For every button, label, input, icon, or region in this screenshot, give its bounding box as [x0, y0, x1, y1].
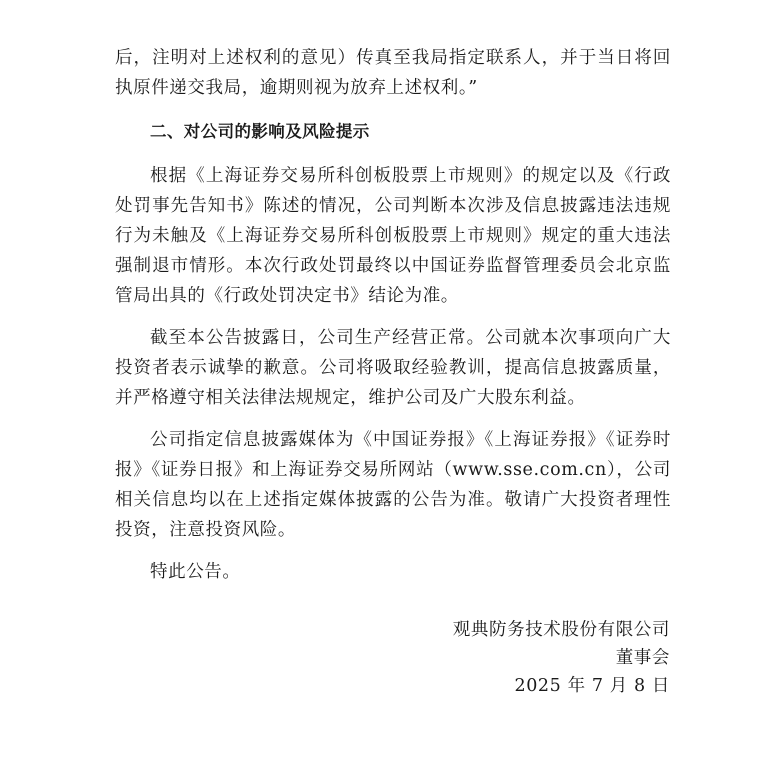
signature-company: 观典防务技术股份有限公司 — [452, 620, 670, 640]
signature-date: 2025 年 7 月 8 日 — [514, 676, 670, 696]
paragraph-media: 公司指定信息披露媒体为《中国证券报》《上海证券报》《证券时报》《证券日报》和上海证券交易所网站（www.sse.com.cn），公司相关信息均以在上述指定媒体披露的公告为准。敬请广大投资者理性投资，注意投资风险。 — [115, 430, 671, 540]
signature-board: 董事会 — [615, 648, 670, 668]
paragraph-impact: 根据《上海证券交易所科创板股票上市规则》的规定以及《行政处罚事先告知书》陈述的情况，公司判断本次涉及信息披露违法违规行为未触及《上海证券交易所科创板股票上市规则》规定的重大违法强制退市情形。本次行政处罚最终以中国证券监督管理委员会北京监管局出具的《行政处罚决定书》结论为准。 — [115, 166, 671, 306]
paragraph-operations: 截至本公告披露日，公司生产经营正常。公司就本次事项向广大投资者表示诚挚的歉意。公司将吸取经验教训，提高信息披露质量，并严格遵守相关法律法规规定，维护公司及广大股东利益。 — [115, 328, 671, 408]
paragraph-continuation: 后，注明对上述权利的意见）传真至我局指定联系人，并于当日将回执原件递交我局，逾期则视为放弃上述权利。” — [115, 48, 671, 98]
paragraph-closing: 特此公告。 — [150, 562, 241, 582]
signature-block — [453, 616, 670, 700]
section-heading-impact-risk: 二、对公司的影响及风险提示 — [150, 122, 370, 141]
document-body — [115, 43, 671, 587]
